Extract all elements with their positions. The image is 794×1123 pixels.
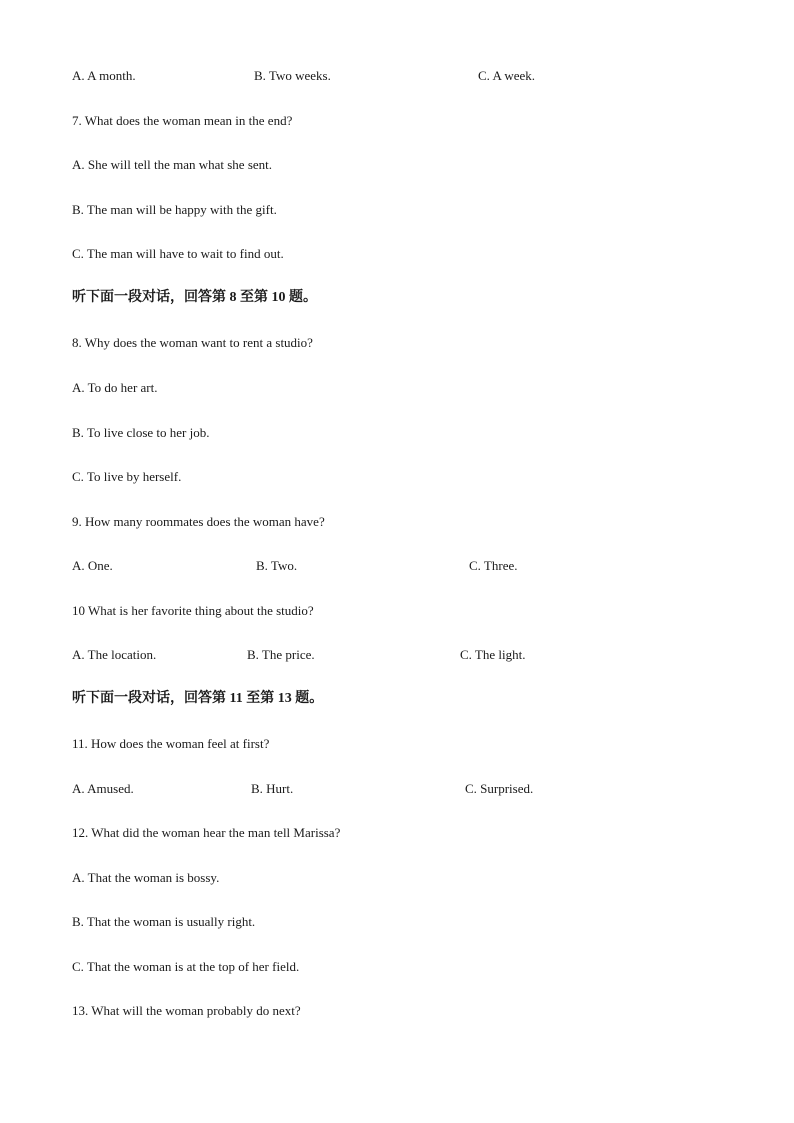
q9-option-b: B. Two. bbox=[256, 558, 298, 573]
q8-option-b: B. To live close to her job. bbox=[72, 425, 210, 440]
q9-option-c: C. Three. bbox=[469, 558, 518, 573]
question-7: 7. What does the woman mean in the end? bbox=[72, 113, 293, 128]
q12-option-a: A. That the woman is bossy. bbox=[72, 870, 220, 885]
q10-option-c: C. The light. bbox=[460, 647, 526, 662]
q9-option-a: A. One. bbox=[72, 558, 113, 573]
q11-option-c: C. Surprised. bbox=[465, 781, 534, 796]
q8-option-c: C. To live by herself. bbox=[72, 469, 182, 484]
q6-option-a: A. A month. bbox=[72, 68, 136, 83]
section-heading-11-13: 听下面一段对话，回答第 11 至第 13 题。 bbox=[72, 691, 324, 706]
question-8: 8. Why does the woman want to rent a studio? bbox=[72, 335, 313, 350]
q11-option-b: B. Hurt. bbox=[251, 781, 294, 796]
question-10: 10 What is her favorite thing about the studio? bbox=[72, 603, 314, 618]
q6-option-c: C. A week. bbox=[478, 68, 536, 83]
q12-option-c: C. That the woman is at the top of her field. bbox=[72, 959, 300, 974]
q11-option-a: A. Amused. bbox=[72, 781, 134, 796]
q7-option-a: A. She will tell the man what she sent. bbox=[72, 157, 273, 172]
q8-option-a: A. To do her art. bbox=[72, 380, 158, 395]
question-12: 12. What did the woman hear the man tell Marissa? bbox=[72, 825, 341, 840]
section-heading-8-10: 听下面一段对话，回答第 8 至第 10 题。 bbox=[72, 290, 317, 305]
question-11: 11. How does the woman feel at first? bbox=[72, 736, 270, 751]
q10-option-a: A. The location. bbox=[72, 647, 157, 662]
q10-option-b: B. The price. bbox=[247, 647, 315, 662]
question-13: 13. What will the woman probably do next? bbox=[72, 1003, 301, 1018]
q7-option-b: B. The man will be happy with the gift. bbox=[72, 202, 277, 217]
q7-option-c: C. The man will have to wait to find out. bbox=[72, 246, 284, 261]
q12-option-b: B. That the woman is usually right. bbox=[72, 914, 256, 929]
q6-option-b: B. Two weeks. bbox=[254, 68, 331, 83]
question-9: 9. How many roommates does the woman have? bbox=[72, 514, 325, 529]
